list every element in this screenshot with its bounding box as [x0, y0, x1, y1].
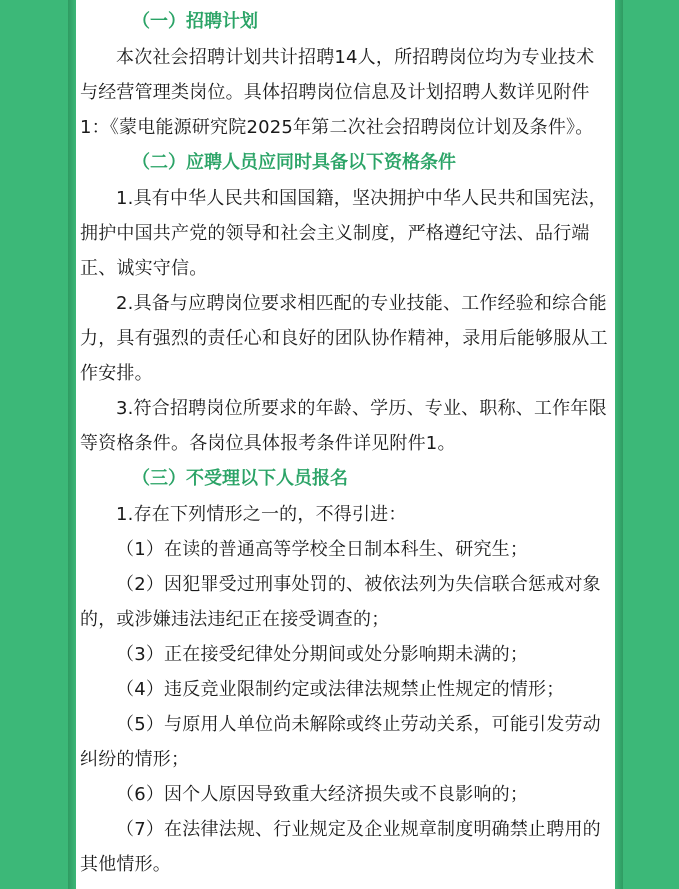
exclusion-item-1: （1）在读的普通高等学校全日制本科生、研究生； [116, 539, 529, 560]
section-2-heading: （二）应聘人员应同时具备以下资格条件 [132, 152, 456, 173]
exclusion-item-2: （2）因犯罪受过刑事处罚的、被依法列为失信联合惩戒对象的，或涉嫌违法违纪正在接受调查的； [80, 574, 601, 630]
exclusion-item-4: （4）违反竞业限制约定或法律法规禁止性规定的情形； [116, 679, 565, 700]
exclusion-item-3: （3）正在接受纪律处分期间或处分影响期未满的； [116, 644, 529, 665]
section-1-paragraph: 本次社会招聘计划共计招聘14人，所招聘岗位均为专业技术与经营管理类岗位。具体招聘岗位信息及计划招聘人数详见附件1：《蒙电能源研究院2025年第二次社会招聘岗位计划及条件》。 [80, 47, 595, 138]
qualification-item-3: 3.符合招聘岗位所要求的年龄、学历、专业、职称、工作年限等资格条件。各岗位具体报考条件详见附件1。 [80, 398, 607, 454]
exclusion-intro: 1.存在下列情形之一的，不得引进： [116, 504, 407, 525]
exclusion-item-6: （6）因个人原因导致重大经济损失或不良影响的； [116, 784, 529, 805]
document-body [80, 4, 611, 882]
section-1-heading: （一）招聘计划 [132, 11, 258, 32]
qualification-item-2: 2.具备与应聘岗位要求相匹配的专业技能、工作经验和综合能力，具有强烈的责任心和良好的团队协作精神，录用后能够服从工作安排。 [80, 293, 608, 384]
right-green-border [623, 0, 679, 889]
section-3-heading: （三）不受理以下人员报名 [132, 468, 348, 489]
exclusion-item-5: （5）与原用人单位尚未解除或终止劳动关系，可能引发劳动纠纷的情形； [80, 714, 601, 770]
qualification-item-1: 1.具有中华人民共和国国籍，坚决拥护中华人民共和国宪法，拥护中国共产党的领导和社会主义制度，严格遵纪守法、品行端正、诚实守信。 [80, 188, 607, 279]
exclusion-item-7: （7）在法律法规、行业规定及企业规章制度明确禁止聘用的其他情形。 [80, 819, 601, 875]
left-green-border [0, 0, 68, 889]
